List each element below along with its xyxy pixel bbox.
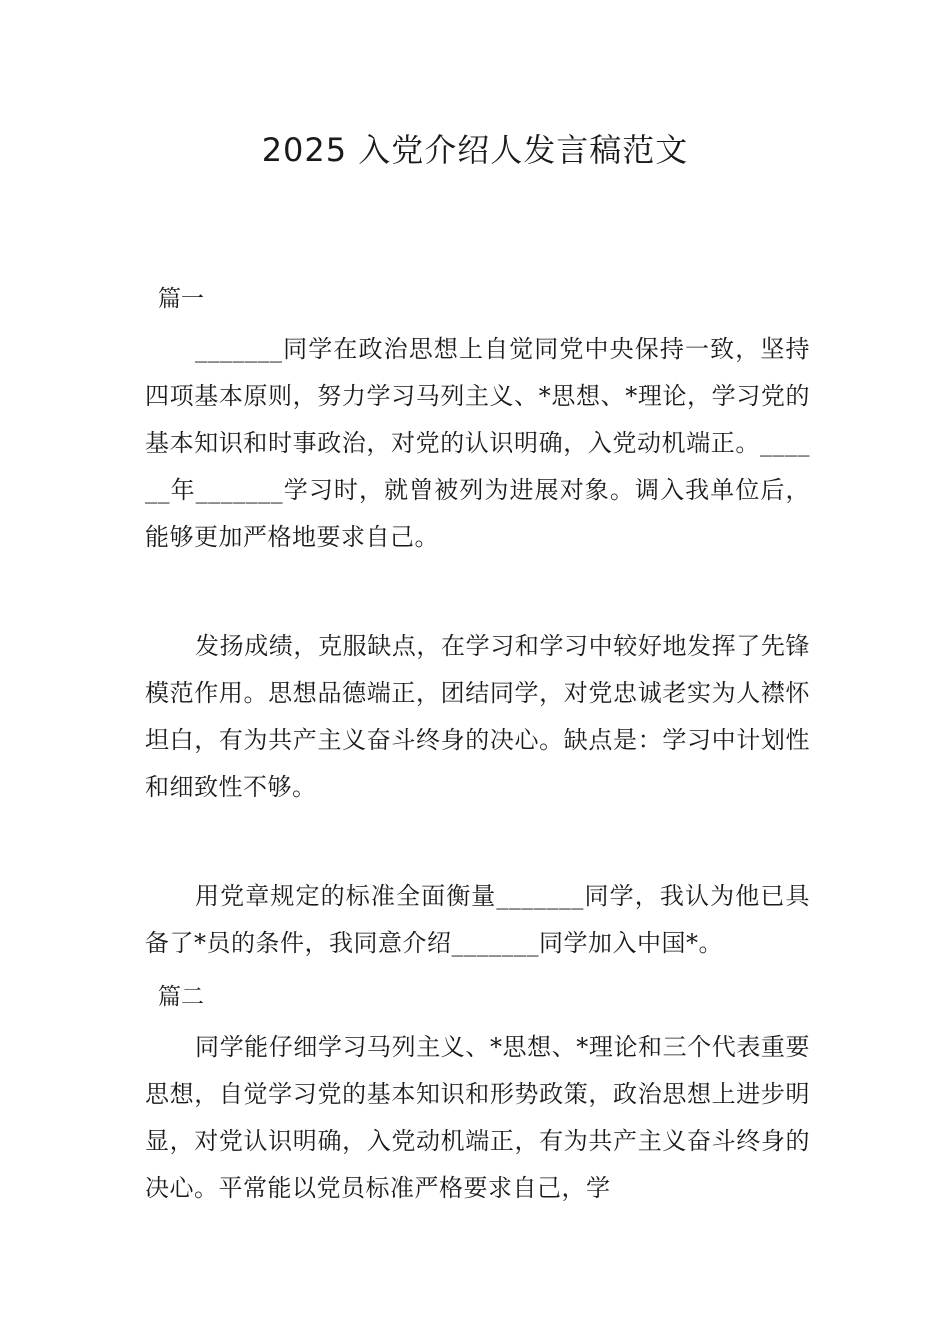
section-label-1: 篇一 [158,286,204,312]
paragraph: 同学能仔细学习马列主义、*思想、*理论和三个代表重要思想，自觉学习党的基本知识和形势政策，政治思想上进步明显，对党认识明确，入党动机端正，有为共产主义奋斗终身的决心。平常能以党员标准严格要求自己，学 [145,1033,810,1202]
section-label-2: 篇二 [158,984,204,1010]
document-title: 2025 入党介绍人发言稿范文 [261,131,689,169]
paragraph: _______同学在政治思想上自觉同党中央保持一致，坚持四项基本原则，努力学习马列主义、*思想、*理论，学习党的基本知识和时事政治，对党的认识明确，入党动机端正。______年_______学习时，就曾被列为进展对象。调入我单位后，能够更加严格地要求自己。 [145,335,810,551]
paragraph: 发扬成绩，克服缺点，在学习和学习中较好地发挥了先锋模范作用。思想品德端正，团结同学，对党忠诚老实为人襟怀坦白，有为共产主义奋斗终身的决心。缺点是：学习中计划性和细致性不够。 [145,632,810,801]
paragraph: 用党章规定的标准全面衡量_______同学，我认为他已具备了*员的条件，我同意介绍_______同学加入中国*。 [145,882,810,957]
